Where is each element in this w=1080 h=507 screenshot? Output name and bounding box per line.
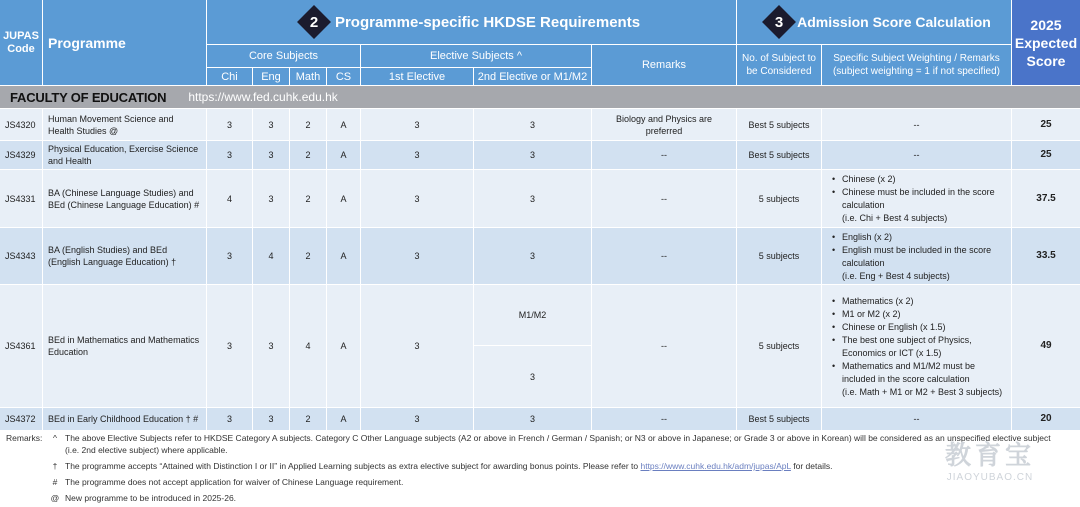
column-divider [821,141,822,169]
math-grade: 2 [305,193,311,204]
column-divider [360,285,361,407]
jupas-code: JS4343 [5,251,36,261]
header-weighting [822,45,1011,85]
column-divider [289,228,290,284]
remark-symbol: ^ [53,433,57,443]
expected-score: 25 [1040,149,1052,160]
faculty-url-link[interactable]: https://www.fed.cuhk.edu.hk [188,90,338,104]
remarks-cell: -- [661,341,667,351]
expected-score: 33.5 [1036,250,1056,261]
column-divider [1011,109,1012,140]
column-divider [821,228,822,284]
expected-score: 20 [1040,413,1052,424]
column-divider [360,141,361,169]
programme-name: BEd in Mathematics and Mathematics Education [48,335,200,357]
chi-grade: 3 [226,341,232,351]
elective1-grade: 3 [414,193,420,204]
header-programme: Programme [43,0,206,85]
column-divider [289,141,290,169]
header-core-subjects: Core Subjects [207,45,360,67]
column-divider [252,170,253,227]
header-remarks: Remarks [592,45,736,85]
expected-score: 25 [1040,118,1052,130]
column-divider [289,408,290,430]
math-grade: 2 [305,150,311,160]
column-divider [42,228,43,284]
header-cs: CS [327,68,360,85]
column-divider [326,170,327,227]
eng-grade: 4 [268,251,274,261]
math-grade: 2 [305,414,311,424]
faculty-bar [0,86,1080,108]
header-section3-title: Admission Score Calculation [737,0,1011,44]
jupas-code: JS4372 [5,414,36,424]
remarks-cell: -- [661,251,667,261]
eng-grade: 3 [268,341,274,351]
cs-grade: A [340,251,347,261]
column-divider [206,170,207,227]
column-divider [326,109,327,140]
column-divider [736,408,737,430]
header-no-subjects: No. of Subject to be Considered [737,45,821,85]
weighting-item: • English must be included in the score calculation [842,244,1005,270]
programme-name: Physical Education, Exercise Science and Health [48,144,199,166]
remark-symbol: # [52,477,58,487]
column-divider [1011,408,1012,430]
weighting-cell: -- [913,119,920,130]
weighting-item: • Mathematics and M1/M2 must be included in the score calculation [842,360,1005,386]
header-chi: Chi [207,68,252,85]
table-header [0,0,1080,85]
table-row [0,408,1080,430]
column-divider [736,170,737,227]
column-divider [42,141,43,169]
cs-grade: A [340,341,347,351]
column-divider [360,228,361,284]
eng-grade: 3 [268,414,274,424]
elective1-grade: 3 [414,119,420,130]
weighting-list [828,173,1005,224]
remark-symbol: @ [50,493,60,503]
column-divider [1011,170,1012,227]
remark-text-cont: (i.e. 2nd elective subject) where applicable. [65,445,228,455]
table-row [0,141,1080,169]
column-divider [591,109,592,140]
expected-score: 37.5 [1036,192,1056,204]
weighting-item: • The best one subject of Physics, Economics or ICT (x 1.5) [842,334,1005,360]
header-math: Math [290,68,326,85]
math-grade: 2 [305,119,311,130]
column-divider [289,170,290,227]
column-divider [591,170,592,227]
column-divider [289,285,290,407]
remarks-cell: -- [661,193,667,204]
weighting-item: • Chinese must be included in the score calculation [842,186,1005,212]
remarks-cell: -- [661,414,667,424]
remark-symbol: † [52,461,58,471]
column-divider [42,109,43,140]
apl-link[interactable]: https://www.cuhk.edu.hk/adm/jupas/ApL [640,461,791,471]
num-subjects: 5 subjects [758,341,800,351]
column-divider [326,285,327,407]
num-subjects: 5 subjects [758,251,800,261]
header-jupas-code: JUPAS Code [0,0,42,85]
eng-grade: 3 [268,193,274,204]
column-divider [252,408,253,430]
weighting-item: • Chinese (x 2) [842,173,1005,186]
section2-number: 2 [309,13,319,31]
chi-grade: 3 [226,251,232,261]
chi-grade: 4 [226,193,232,204]
column-divider [473,141,474,169]
watermark-domain: JIAOYUBAO.CN [946,472,1034,483]
column-divider [736,109,737,140]
weighting-cell [822,285,1011,407]
header-weighting-title: Specific Subject Weighting / Remarks [833,53,1000,64]
eng-grade: 3 [268,150,274,160]
header-eng: Eng [253,68,289,85]
remark-text [65,460,832,472]
column-divider [736,285,737,407]
math-grade: 2 [305,251,311,261]
weighting-item: • English (x 2) [842,231,1005,244]
column-divider [473,109,474,140]
column-divider [1011,228,1012,284]
weighting-list [828,295,1005,398]
column-divider [252,141,253,169]
weighting-cell [822,228,1011,284]
column-divider [289,109,290,140]
elective2-grade: 3 [529,193,535,204]
elective2-grade-bottom: 3 [529,371,535,382]
watermark-text: 教育宝 [944,440,1035,470]
jupas-code: JS4331 [5,193,36,204]
column-divider [473,285,474,407]
column-divider [591,285,592,407]
eng-grade: 3 [268,119,274,130]
jupas-code: JS4361 [5,341,36,351]
column-divider [42,408,43,430]
remark-text-after: for details. [790,461,833,471]
num-subjects: 5 subjects [758,193,800,204]
column-divider [206,408,207,430]
column-divider [252,285,253,407]
elective2-grade-top: M1/M2 [518,310,547,320]
table-row [0,285,1080,407]
column-divider [473,228,474,284]
column-divider [591,408,592,430]
column-divider [326,141,327,169]
column-divider [736,228,737,284]
elective1-grade: 3 [414,150,420,160]
programme-name: BEd in Early Childhood Education † # [48,414,199,424]
weighting-cell [822,170,1011,227]
elective2-grade: 3 [529,119,535,130]
column-divider [821,109,822,140]
programme-name: BA (English Studies) and BEd (English Language Education) † [48,245,177,267]
chi-grade: 3 [226,414,232,424]
remark-text-body: The programme accepts “Attained with Distinction I or II” in Applied Learning subjects as extra elective subject for awarding bonus points. Please refer to [65,461,639,471]
column-divider [591,141,592,169]
header-weighting-note: (subject weighting = 1 if not specified) [832,66,1001,77]
elective1-grade: 3 [414,341,420,351]
column-divider [206,285,207,407]
chi-grade: 3 [226,150,232,160]
remark-text: The programme does not accept application for waiver of Chinese Language requirement. [65,477,404,487]
header-elective-subjects: Elective Subjects ^ [361,45,591,67]
column-divider [42,285,43,407]
weighting-item: • Chinese or English (x 1.5) [842,321,1005,334]
programme-name: BA (Chinese Language Studies) and BEd (Chinese Language Education) # [48,187,200,210]
column-divider [736,141,737,169]
elective1-grade: 3 [414,251,420,261]
column-divider [1011,285,1012,407]
jupas-code: JS4320 [5,119,36,130]
weighting-tail: (i.e. Chi + Best 4 subjects) [842,213,948,223]
table-row [0,228,1080,284]
weighting-cell: -- [913,414,920,424]
programme-name: Human Movement Science and Health Studies @ [48,113,174,136]
column-divider [206,228,207,284]
table-row [0,170,1080,227]
column-divider [206,109,207,140]
remarks-cell: -- [661,150,667,160]
column-divider [473,408,474,430]
num-subjects: Best 5 subjects [748,119,810,130]
column-divider [326,408,327,430]
column-divider [252,109,253,140]
elective1-grade: 3 [414,414,420,424]
remark-text: New programme to be introduced in 2025-26. [65,493,237,503]
expected-score: 49 [1040,340,1052,351]
weighting-list [828,231,1005,282]
cs-grade: A [340,119,347,130]
math-grade: 4 [305,341,311,351]
column-divider [1011,141,1012,169]
header-expected-score: 2025 Expected Score [1012,0,1080,85]
elective2-grade: 3 [529,414,535,424]
cs-grade: A [340,150,347,160]
chi-grade: 3 [226,119,232,130]
table-row [0,109,1080,140]
column-divider [360,109,361,140]
weighting-tail: (i.e. Math + M1 or M2 + Best 3 subjects) [842,386,1003,397]
weighting-tail: (i.e. Eng + Best 4 subjects) [842,270,950,281]
faculty-name: FACULTY OF EDUCATION [10,89,167,105]
column-divider [821,408,822,430]
watermark-logo [915,435,1065,490]
column-divider [206,141,207,169]
cs-grade: A [340,414,347,424]
header-2nd-elective: 2nd Elective or M1/M2 [474,68,591,85]
remarks-cell: Biology and Physics are preferred [615,113,713,136]
column-divider [821,285,822,407]
column-divider [360,170,361,227]
weighting-item: • M1 or M2 (x 2) [842,308,1005,321]
header-section2-title: Programme-specific HKDSE Requirements [207,0,736,44]
column-divider [591,228,592,284]
section3-number: 3 [774,13,784,31]
column-divider [42,170,43,227]
column-divider [252,228,253,284]
weighting-item: • Mathematics (x 2) [842,295,1005,308]
column-divider [821,170,822,227]
header-1st-elective: 1st Elective [361,68,473,85]
column-divider [473,170,474,227]
remarks-label: Remarks: [6,433,43,443]
column-divider [360,408,361,430]
elective2-grade: 3 [529,150,535,160]
num-subjects: Best 5 subjects [748,414,810,424]
num-subjects: Best 5 subjects [748,150,810,160]
weighting-cell: -- [913,150,920,160]
column-divider [326,228,327,284]
jupas-code: JS4329 [5,150,36,160]
remark-text: The above Elective Subjects refer to HKDSE Category A subjects. Category C Other Language subjects (A2 or above in French / German / Spanish; or N3 or above in Japanese; or Grade 3 or above in Korean) will be considered as an unspecified elective subject [65,433,1051,443]
cs-grade: A [340,193,347,204]
elective2-grade: 3 [529,251,535,261]
